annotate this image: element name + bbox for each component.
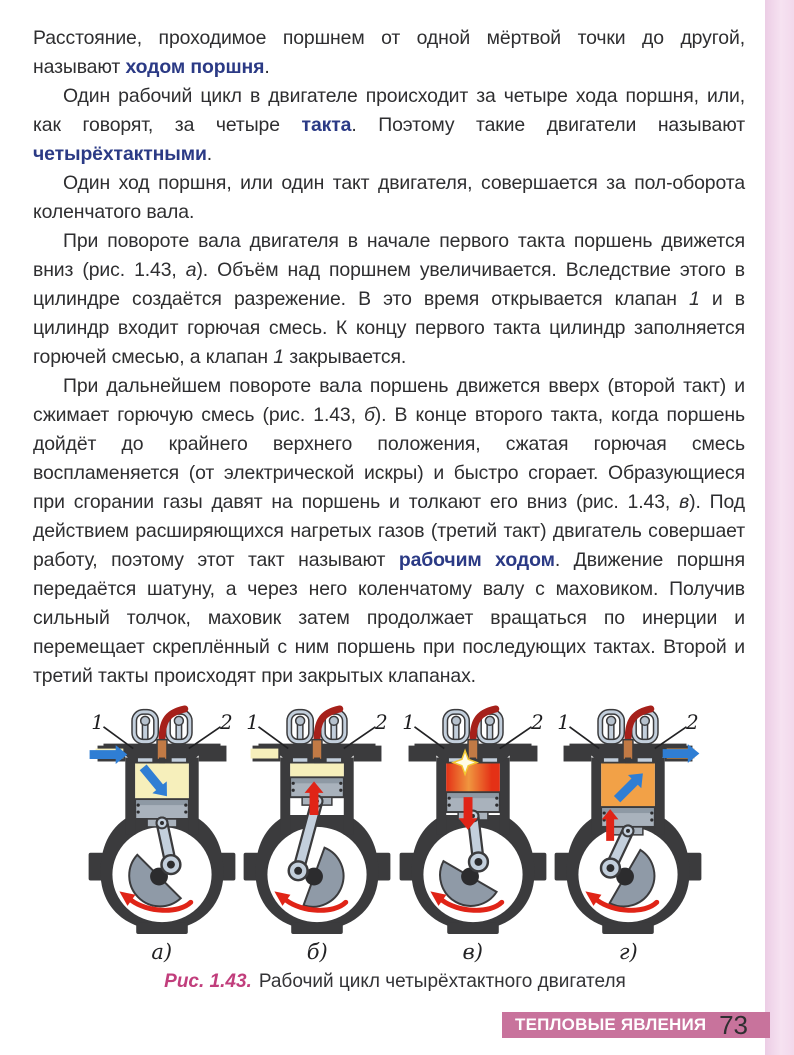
engine-diagram-exhaust	[551, 700, 707, 938]
body-text	[33, 24, 745, 691]
engine-sublabel: а)	[151, 940, 173, 964]
text-run: 1	[689, 288, 700, 310]
paragraph	[33, 227, 745, 372]
text-run: При повороте вала двигателя в начале первого такта поршень движется вниз (рис. 1.43,	[33, 230, 745, 281]
valve-callout-2: 2	[686, 710, 700, 734]
key-term: ходом поршня	[125, 56, 265, 78]
engine-illustration-compression	[242, 700, 392, 938]
text-run: Один рабочий цикл в двигателе происходит за четыре хода поршня, или, как говорят, за четыре	[33, 85, 745, 136]
valve-callout-2: 2	[219, 710, 233, 734]
key-term: такта	[301, 114, 352, 136]
valve-callout-1: 1	[557, 710, 571, 734]
engine-diagrams-row	[84, 700, 706, 938]
paragraph	[33, 372, 745, 691]
engine-illustration-intake	[87, 700, 237, 938]
valve-callout-2: 2	[375, 710, 389, 734]
paragraph	[33, 82, 745, 169]
valve-callout-1: 1	[401, 710, 415, 734]
engine-sublabel: в)	[462, 940, 483, 964]
key-term: четырёхтактными	[33, 143, 207, 165]
text-run: и в цилиндр входит горючая смесь. К концу первого такта цилиндр заполняется горючей смесью, а клапан	[33, 288, 745, 368]
engine-sublabels-row	[84, 940, 706, 964]
engine-illustration-power	[398, 700, 548, 938]
engine-diagram-intake	[84, 700, 240, 938]
text-run: ). Объём над поршнем увеличивается. Вследствие этого в цилиндре создаётся разрежение. В это время открывается клапан	[33, 259, 745, 310]
text-run: . Поэтому такие двигатели называют	[351, 114, 745, 136]
valve-callout-2: 2	[530, 710, 544, 734]
text-run: ). В конце второго такта, когда поршень дойдёт до крайнего верхнего положения, сжатая горючая смесь воспламеняется (от электрической искры) и быстро сгорает. Образующиеся при сгорании газы давят на поршень и толкают его вниз (рис. 1.43,	[33, 404, 745, 513]
text-run: закрывается.	[283, 346, 407, 368]
valve-callout-1: 1	[90, 710, 104, 734]
figure-1-43	[84, 700, 706, 993]
key-term: рабочим ходом	[398, 549, 555, 571]
text-run: Расстояние, проходимое поршнем от одной мёртвой точки до другой, называют	[33, 27, 745, 78]
text-run: в	[679, 491, 690, 513]
section-title: ТЕПЛОВЫЕ ЯВЛЕНИЯ	[515, 1015, 707, 1034]
text-run: а	[185, 259, 197, 281]
engine-illustration-exhaust	[553, 700, 703, 938]
text-run: Один ход поршня, или один такт двигателя, совершается за пол-оборота коленчатого вала.	[33, 172, 745, 223]
text-run: 1	[273, 346, 284, 368]
engine-diagram-compression	[240, 700, 396, 938]
figure-caption	[84, 971, 706, 993]
figure-caption-number: Рис. 1.43.	[164, 971, 252, 992]
paragraph	[33, 169, 745, 227]
figure-caption-text: Рабочий цикл четырёхтактного двигателя	[258, 971, 626, 992]
text-run: .	[206, 143, 213, 165]
engine-sublabel: б)	[306, 940, 328, 964]
text-run: ). Под действием расширяющихся нагретых газов (третий такт) двигатель совершает работу, поэтому этот такт называют	[33, 491, 745, 571]
text-run: При дальнейшем повороте вала поршень движется вверх (второй такт) и сжимает горючую смесь (рис. 1.43,	[33, 375, 745, 426]
text-run: б	[363, 404, 375, 426]
text-run: .	[264, 56, 270, 78]
page-edge-strip	[765, 0, 794, 1055]
engine-diagram-power	[395, 700, 551, 938]
page-number: 73	[719, 1010, 748, 1040]
engine-sublabel: г)	[618, 940, 638, 964]
text-run: . Движение поршня передаётся шатуну, а через него коленчатому валу с маховиком. Получив сильный толчок, маховик затем продолжает вращаться по инерции и перемещает скреплённый с ним поршень при последующих тактах. Второй и третий такты происходят при закрытых клапанах.	[33, 549, 745, 687]
paragraph	[33, 24, 745, 82]
section-footer-bar	[502, 1012, 770, 1038]
valve-callout-1: 1	[246, 710, 260, 734]
